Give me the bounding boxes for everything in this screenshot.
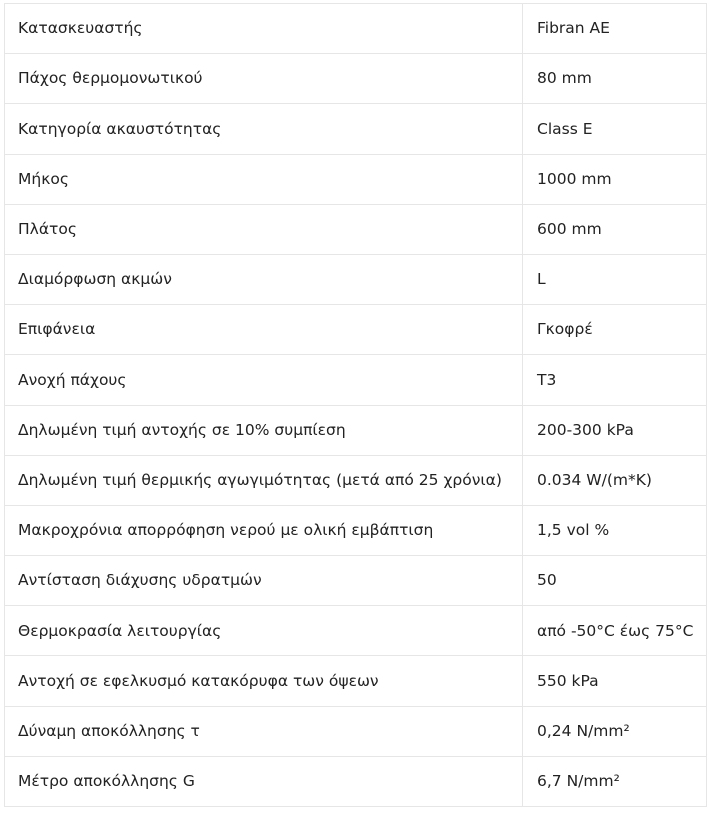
spec-value: 80 mm bbox=[523, 54, 707, 104]
spec-label: Αντοχή σε εφελκυσμό κατακόρυφα των όψεων bbox=[5, 656, 523, 706]
spec-label: Επιφάνεια bbox=[5, 305, 523, 355]
table-row bbox=[5, 104, 707, 154]
spec-value: T3 bbox=[523, 355, 707, 405]
spec-label: Δηλωμένη τιμή θερμικής αγωγιμότητας (μετά από 25 χρόνια) bbox=[5, 455, 523, 505]
spec-value: 1000 mm bbox=[523, 154, 707, 204]
table-row bbox=[5, 305, 707, 355]
table-row bbox=[5, 254, 707, 304]
spec-label: Δύναμη αποκόλλησης τ bbox=[5, 706, 523, 756]
spec-value: Fibran AE bbox=[523, 4, 707, 54]
table-row bbox=[5, 355, 707, 405]
spec-label: Κατηγορία ακαυστότητας bbox=[5, 104, 523, 154]
spec-value: 6,7 N/mm² bbox=[523, 756, 707, 806]
spec-value: 0,24 N/mm² bbox=[523, 706, 707, 756]
table-row bbox=[5, 54, 707, 104]
table-row bbox=[5, 606, 707, 656]
spec-value: 200-300 kPa bbox=[523, 405, 707, 455]
specifications-table bbox=[4, 3, 707, 807]
table-row bbox=[5, 455, 707, 505]
spec-value: 1,5 vol % bbox=[523, 505, 707, 555]
spec-label: Δηλωμένη τιμή αντοχής σε 10% συμπίεση bbox=[5, 405, 523, 455]
spec-value: 50 bbox=[523, 556, 707, 606]
table-row bbox=[5, 505, 707, 555]
table-row bbox=[5, 756, 707, 806]
spec-label: Θερμοκρασία λειτουργίας bbox=[5, 606, 523, 656]
spec-label: Μέτρο αποκόλλησης G bbox=[5, 756, 523, 806]
spec-value: 600 mm bbox=[523, 204, 707, 254]
spec-value: L bbox=[523, 254, 707, 304]
spec-value: από -50°C έως 75°C bbox=[523, 606, 707, 656]
table-row bbox=[5, 4, 707, 54]
spec-label: Ανοχή πάχους bbox=[5, 355, 523, 405]
spec-label: Πλάτος bbox=[5, 204, 523, 254]
table-row bbox=[5, 405, 707, 455]
spec-value: Γκοφρέ bbox=[523, 305, 707, 355]
spec-label: Μακροχρόνια απορρόφηση νερού με ολική εμβάπτιση bbox=[5, 505, 523, 555]
table-row bbox=[5, 204, 707, 254]
spec-label: Αντίσταση διάχυσης υδρατμών bbox=[5, 556, 523, 606]
table-row bbox=[5, 556, 707, 606]
spec-label: Μήκος bbox=[5, 154, 523, 204]
table-row bbox=[5, 154, 707, 204]
spec-value: 0.034 W/(m*K) bbox=[523, 455, 707, 505]
spec-value: 550 kPa bbox=[523, 656, 707, 706]
table-row bbox=[5, 656, 707, 706]
spec-label: Πάχος θερμομονωτικού bbox=[5, 54, 523, 104]
spec-label: Κατασκευαστής bbox=[5, 4, 523, 54]
spec-label: Διαμόρφωση ακμών bbox=[5, 254, 523, 304]
spec-value: Class E bbox=[523, 104, 707, 154]
table-row bbox=[5, 706, 707, 756]
